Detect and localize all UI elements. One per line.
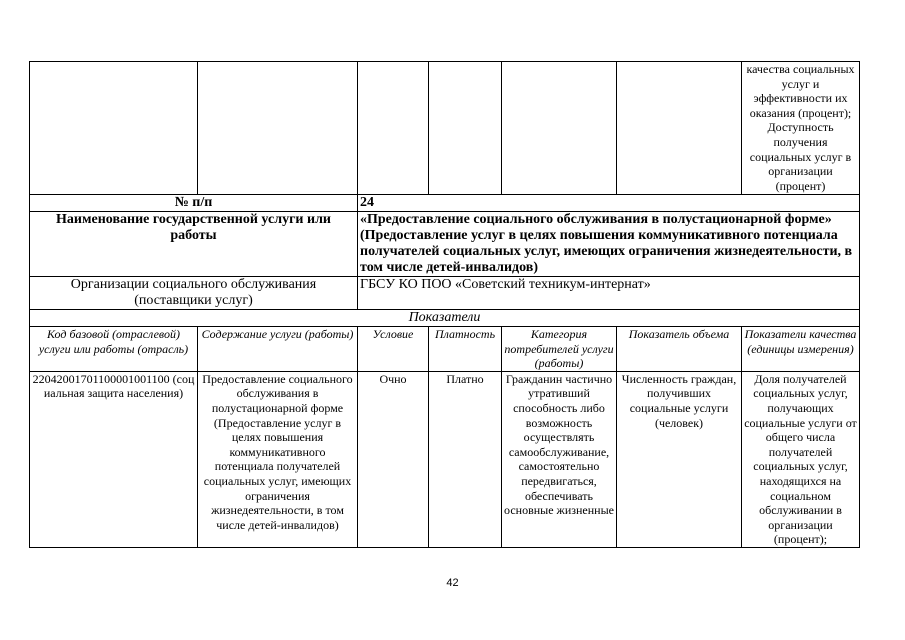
column-header: Условие — [358, 327, 429, 372]
number-value: 24 — [358, 195, 860, 212]
column-header: Платность — [429, 327, 502, 372]
indicators-title: Показатели — [30, 310, 860, 327]
service-content-cell: Предоставление социального обслуживания в полустационарной форме (Предоставление услуг в целях повышения коммуникативного потенциала получателей социальных услуг, имеющих ограничения жизнедеятельности, в том числе детей-инвалидов) — [198, 371, 358, 547]
blank-cell — [429, 62, 502, 195]
blank-cell — [617, 62, 742, 195]
services-table — [29, 61, 860, 548]
provider-value: ГБСУ КО ПОО «Советский техникум-интернат» — [358, 277, 860, 310]
quality-indicator-cell: Доля получателей социальных услуг, получающих социальные услуги от общего числа получателей социальных услуг, находящихся на социальном обслуживании в организации (процент); — [742, 371, 860, 547]
blank-cell — [358, 62, 429, 195]
indicators-title-row — [30, 310, 860, 327]
column-header: Код базовой (отраслевой) услуги или работы (отрасль) — [30, 327, 198, 372]
column-header: Категория потребителей услуги (работы) — [502, 327, 617, 372]
page-number: 42 — [446, 577, 459, 589]
column-header: Содержание услуги (работы) — [198, 327, 358, 372]
blank-cell — [30, 62, 198, 195]
blank-cell — [198, 62, 358, 195]
provider-row — [30, 277, 860, 310]
service-code-cell: 22042001701100001001100 (социальная защита населения) — [30, 371, 198, 547]
volume-indicator-cell: Численность граждан, получивших социальные услуги (человек) — [617, 371, 742, 547]
column-header: Показатель объема — [617, 327, 742, 372]
number-label: № п/п — [30, 195, 358, 212]
continuation-row — [30, 62, 860, 195]
column-header-row — [30, 327, 860, 372]
table-row — [30, 371, 860, 547]
quality-continuation-cell: качества социальных услуг и эффективности их оказания (процент); Доступность получения социальных услуг в организации (процент) — [742, 62, 860, 195]
column-header: Показатели качества (единицы измерения) — [742, 327, 860, 372]
service-name-label: Наименование государственной услуги или работы — [30, 212, 358, 277]
service-name-row — [30, 212, 860, 277]
provider-label: Организации социального обслуживания (поставщики услуг) — [30, 277, 358, 310]
condition-cell: Очно — [358, 371, 429, 547]
number-row — [30, 195, 860, 212]
payment-cell: Платно — [429, 371, 502, 547]
blank-cell — [502, 62, 617, 195]
service-name-value: «Предоставление социального обслуживания в полустационарной форме» (Предоставление услуг в целях повышения коммуникативного потенциала получателей социальных услуг, имеющих ограничения жизнедеятельности, в том числе детей-инвалидов) — [358, 212, 860, 277]
consumer-category-cell: Гражданин частично утративший способность либо возможность осуществлять самообслуживание, самостоятельно передвигаться, обеспечивать основные жизненные — [502, 371, 617, 547]
